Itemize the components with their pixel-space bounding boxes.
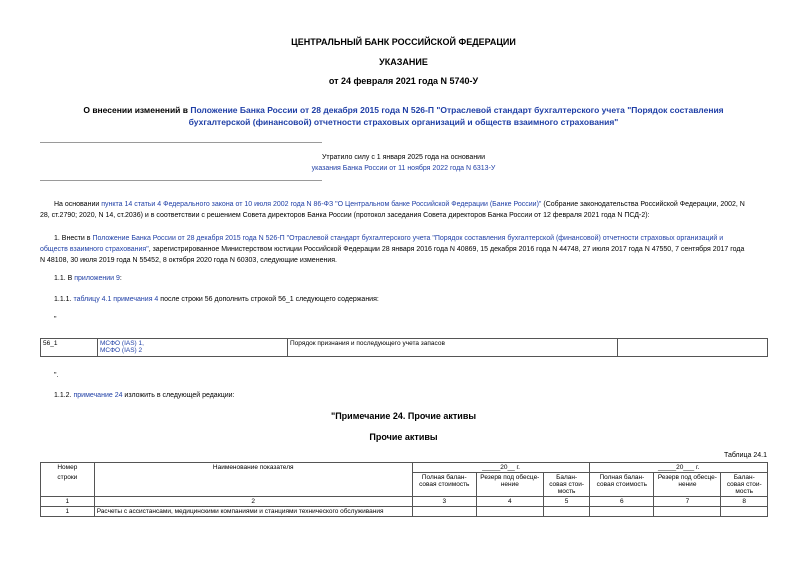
balance-2-line2: совая стои- [726,481,762,488]
col-num-8: 8 [721,497,768,507]
reserve-1-line2: нение [500,481,519,488]
subheader-reserve-2 [654,473,721,497]
ias-2-link[interactable]: МСФО (IAS) 2 [100,347,143,354]
subheader-balance-1 [543,473,589,497]
divider-bottom [40,180,322,181]
item-1-1-1 [54,294,379,305]
note-24-subtitle: Прочие активы [369,432,438,442]
col-num-5: 5 [543,497,589,507]
quote-open: " [54,316,57,323]
repeal-notice-link[interactable]: указания Банка России от 11 ноября 2022 года N 6313-У [311,165,496,172]
item-1-1-2 [54,390,235,401]
row-1-cell-4 [476,507,543,517]
item-1-1-text: 1.1. В [54,275,75,282]
title-link-regulation-cont[interactable]: бухгалтерской (финансовой) отчетности страховых организаций и обществ взаимного страхования" [188,117,619,127]
paragraph-basis [40,199,770,221]
col-num-4: 4 [476,497,543,507]
amendment-regulation-link-cont[interactable]: обществ взаимного страхования" [40,246,149,253]
subheader-gross-1 [412,473,476,497]
reserve-2-line1: Резерв под обесце- [657,474,717,481]
note-24-title: "Примечание 24. Прочие активы [330,411,477,421]
col-num-6: 6 [590,497,654,507]
basis-law-link[interactable]: пункта 14 статьи 4 Федерального закона от 10 июля 2002 года N 86-ФЗ "О Центральном банке Российской Федерации (Банке России)" [101,201,542,208]
document-date-number: от 24 февраля 2021 года N 5740-У [328,76,479,86]
item-1-1 [54,273,122,284]
paragraph-amendment [40,233,770,266]
row-empty-cell [618,339,768,357]
appendix-9-link[interactable]: приложении 9 [74,275,120,282]
row-1-cell-5 [543,507,589,517]
table-row [41,507,768,517]
note-24-link[interactable]: примечание 24 [73,392,123,399]
table-row [41,339,768,357]
header-row-number-line2: строки [57,474,78,481]
row-1-number: 1 [41,507,95,517]
balance-1-line2: совая стои- [549,481,585,488]
document-type: УКАЗАНИЕ [379,57,428,67]
table-4-1-link[interactable]: таблицу 4.1 примечания 4 [73,296,159,303]
ias-1-link[interactable]: МСФО (IAS) 1, [100,340,144,347]
col-num-2: 2 [94,497,412,507]
header-row-number-line1: Номер [57,464,78,471]
subheader-balance-2 [721,473,768,497]
row-1-cell-7 [654,507,721,517]
amendment-text: 1. Внести в [54,235,93,242]
col-num-3: 3 [412,497,476,507]
gross-1-line2: совая стоимость [419,481,470,488]
item-1-1-colon: : [119,275,122,282]
document-title [0,104,807,128]
balance-1-line3: мость [557,488,576,495]
balance-2-line3: мость [735,488,754,495]
amendment-regulation-link[interactable]: Положение Банка России от 28 декабря 2015 года N 526-П "Отраслевой стандарт бухгалтерского учета "Порядок составления бухгалтерской (финансовой) отчетности страховых организаций и [92,235,724,242]
table-column-numbers-row [41,497,768,507]
row-56-1-table [40,338,768,357]
row-code: 56_1 [41,339,98,357]
repeal-notice-text: Утратило силу с 1 января 2025 года на основании [321,154,486,161]
gross-1-line1: Полная балан- [421,474,467,481]
item-1-1-1-text: после строки 56 дополнить строкой 56_1 следующего содержания: [158,296,379,303]
subheader-reserve-1 [476,473,543,497]
row-1-name: Расчеты с ассистансами, медицинскими компаниями и станциями технического обслуживания [94,507,412,517]
table-24-1 [40,462,768,517]
item-1-1-2-text: изложить в следующей редакции: [122,392,235,399]
reserve-2-line2: нение [678,481,697,488]
col-num-7: 7 [654,497,721,507]
repeal-notice [0,152,807,174]
row-description: Порядок признания и последующего учета запасов [288,339,618,357]
header-year-1: _____20__ г. [412,463,590,473]
subheader-gross-2 [590,473,654,497]
header-year-2: _____20___ г. [590,463,768,473]
amendment-text-line3: N 48108, 30 июля 2019 года N 55452, 8 октября 2020 года N 60303, следующие изменения. [40,257,337,264]
balance-1-line1: Балан- [556,474,578,481]
header-row-number [41,463,95,497]
divider-top [40,142,322,143]
reserve-1-line1: Резерв под обесце- [480,474,540,481]
header-indicator-name: Наименование показателя [94,463,412,497]
row-references [98,339,288,357]
basis-text-line2: 28, ст.2790; 2020, N 14, ст.2036) и в соответствии с решением Совета директоров Банка России (протокол заседания Совета директоров Банка России от 12 февраля 2021 года N ПСД-2): [40,212,650,219]
table-header-row [41,463,768,473]
title-link-regulation[interactable]: Положение Банка России от 28 декабря 2015 года N 526-П "Отраслевой стандарт бухгалтерского учета "Порядок составления [190,105,724,115]
row-1-cell-3 [412,507,476,517]
item-1-1-2-num: 1.1.2. [54,392,74,399]
basis-text: На основании [54,201,102,208]
row-1-cell-8 [721,507,768,517]
item-1-1-1-num: 1.1.1. [54,296,74,303]
gross-2-line1: Полная балан- [599,474,645,481]
col-num-1: 1 [41,497,95,507]
basis-text-cont: (Собрание законодательства Российской Федерации, 2002, N [541,201,745,208]
org-name: ЦЕНТРАЛЬНЫЙ БАНК РОССИЙСКОЙ ФЕДЕРАЦИИ [291,37,516,47]
amendment-text-cont: , зарегистрированное Министерством юстиции Российской Федерации 28 января 2016 года N 40869, 15 декабря 2016 года N 44748, 27 июля 2017 года N 47550, 7 сентября 2017 года [148,246,745,253]
row-1-cell-6 [590,507,654,517]
table-24-1-label: Таблица 24.1 [723,452,767,459]
balance-2-line1: Балан- [733,474,755,481]
quote-close: ". [54,372,59,379]
gross-2-line2: совая стоимость [596,481,648,488]
title-prefix: О внесении изменений в [83,105,191,115]
